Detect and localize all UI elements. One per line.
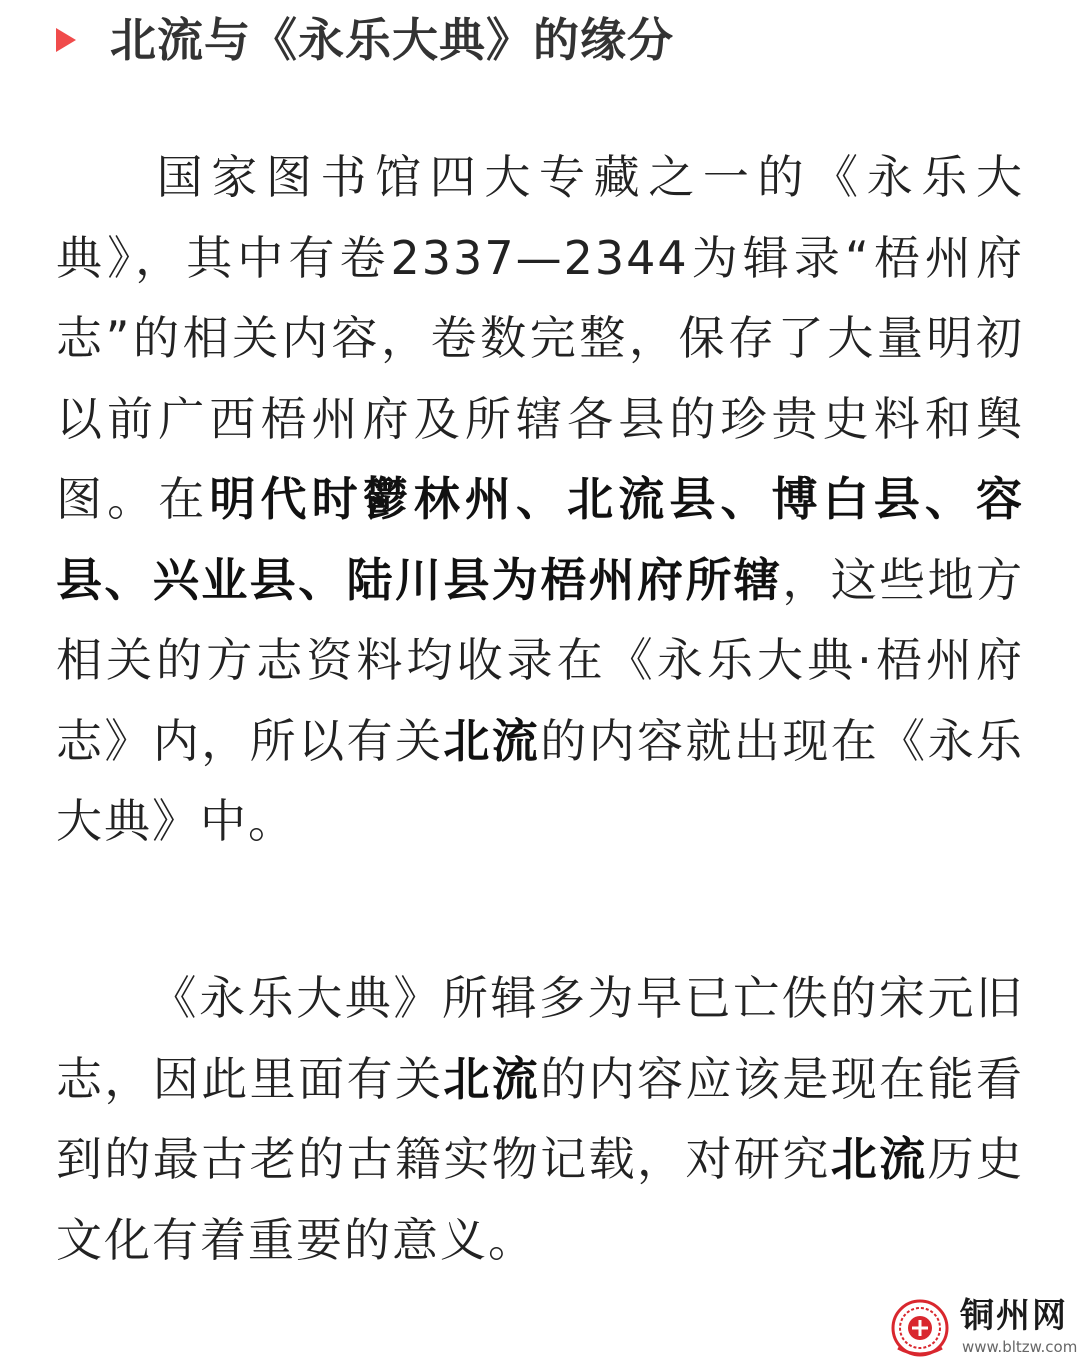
para2-text-2: 的内容应该是现在能看到的最古老的古籍实物记载，对研究 xyxy=(56,1051,1025,1186)
para1-text-3: 的内容就出现在《永乐大典》中。 xyxy=(56,713,1025,848)
section-title: 北流与《永乐大典》的缘分 xyxy=(110,13,674,67)
paragraph-2 xyxy=(56,958,1024,1280)
para2-text-3: 历史文化有着重要的意义。 xyxy=(56,1132,1025,1267)
para2-bold-beiliu-2: 北流 xyxy=(830,1132,928,1186)
para1-text-2: ，这些地方相关的方志资料均收录在《永乐大典·梧州府志》内，所以有关 xyxy=(56,552,1025,768)
section-heading xyxy=(56,8,674,72)
watermark-site-name: 铜州网 xyxy=(960,1296,1068,1336)
site-logo-icon xyxy=(890,1298,950,1358)
para2-text-1: 《永乐大典》所辑多为早已亡佚的宋元旧志，因此里面有关 xyxy=(56,971,1024,1106)
triangle-marker-icon xyxy=(56,28,76,52)
para1-bold-prefectures: 明代时鬱林州、北流县、博白县、容县、兴业县、陆川县为梧州府所辖 xyxy=(56,472,1025,607)
para1-bold-beiliu: 北流 xyxy=(443,713,541,768)
paragraph-1 xyxy=(56,137,1024,862)
para2-bold-beiliu-1: 北流 xyxy=(443,1051,541,1106)
watermark-site-url: www.bltzw.com xyxy=(962,1338,1078,1356)
para1-text-1: 国家图书馆四大专藏之一的《永乐大典》，其中有卷2337—2344为辑录“梧州府志”的相关内容，卷数完整，保存了大量明初以前广西梧州府及所辖各县的珍贵史料和舆图。在 xyxy=(56,150,1024,526)
site-watermark xyxy=(890,1296,1076,1360)
